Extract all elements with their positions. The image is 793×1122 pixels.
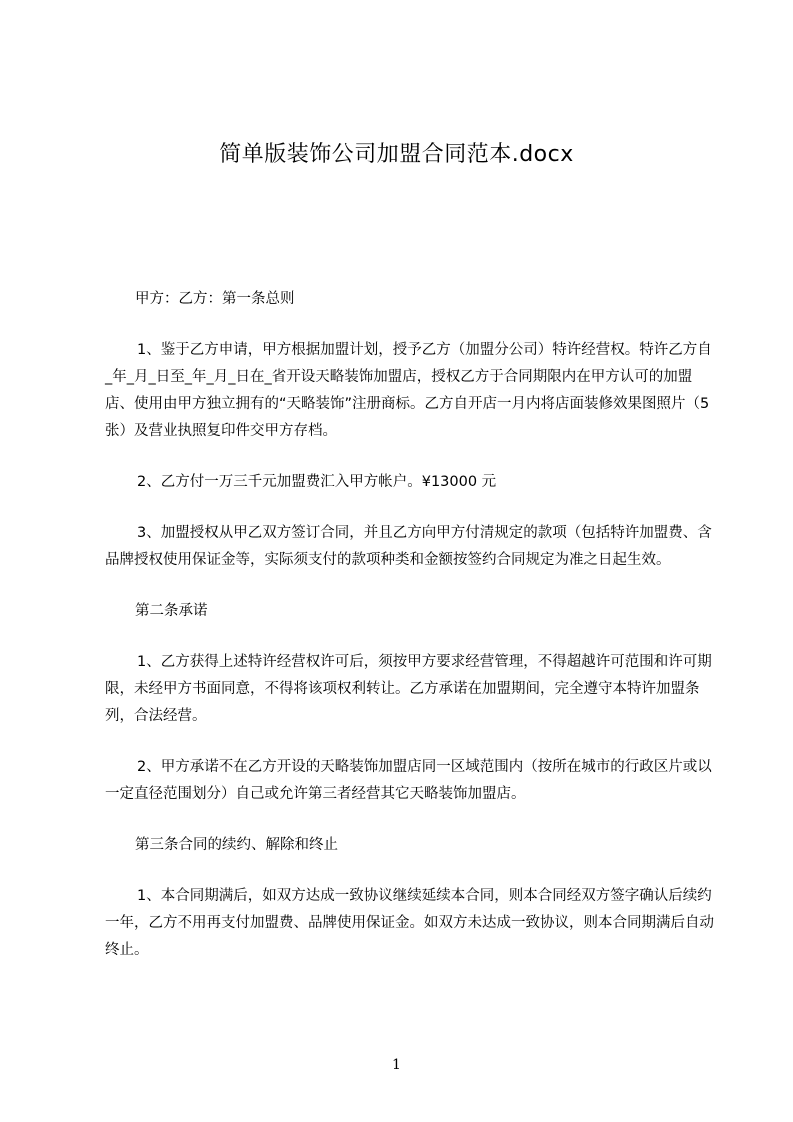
clause-1-3: 3、加盟授权从甲乙双方签订合同，并且乙方向甲方付清规定的款项（包括特许加盟费、含品牌授权使用保证金等，实际须支付的款项种类和金额按签约合同规定为准之日起生效。 bbox=[105, 525, 712, 568]
clause-2-2: 2、甲方承诺不在乙方开设的天略装饰加盟店同一区域范围内（按所在城市的行政区片或以一定直径范围划分）自己或允许第三者经营其它天略装饰加盟店。 bbox=[105, 759, 712, 802]
clause-1-2: 2、乙方付一万三千元加盟费汇入甲方帐户。¥13000 元 bbox=[137, 474, 497, 490]
page-number: 1 bbox=[392, 1057, 401, 1073]
clause-2-1: 1、乙方获得上述特许经营权许可后，须按甲方要求经营管理，不得超越许可范围和许可期限，未经甲方书面同意，不得将该项权利转让。乙方承诺在加盟期间，完全遵守本特许加盟条列，合法经营。 bbox=[105, 654, 712, 724]
document-body bbox=[105, 286, 715, 964]
document-title: 简单版装饰公司加盟合同范本.docx bbox=[219, 142, 574, 167]
clause-3-1: 1、本合同期满后，如双方达成一致协议继续延续本合同，则本合同经双方签字确认后续约一年，乙方不用再支付加盟费、品牌使用保证金。如双方未达成一致协议，则本合同期满后自动终止。 bbox=[105, 888, 714, 958]
section-heading-2: 第二条承诺 bbox=[135, 603, 208, 619]
intro-line: 甲方：乙方：第一条总则 bbox=[135, 291, 295, 307]
clause-1-1: 1、鉴于乙方申请，甲方根据加盟计划，授予乙方（加盟分公司）特许经营权。特许乙方自_年_月_日至_年_月_日在_省开设天略装饰加盟店，授权乙方于合同期限内在甲方认可的加盟店、使用由甲方独立拥有的“天略装饰”注册商标。乙方自开店一月内将店面装修效果图照片（5 张）及营业执照复印件交甲方存档。 bbox=[105, 342, 712, 439]
section-heading-3: 第三条合同的续约、解除和终止 bbox=[135, 837, 338, 853]
